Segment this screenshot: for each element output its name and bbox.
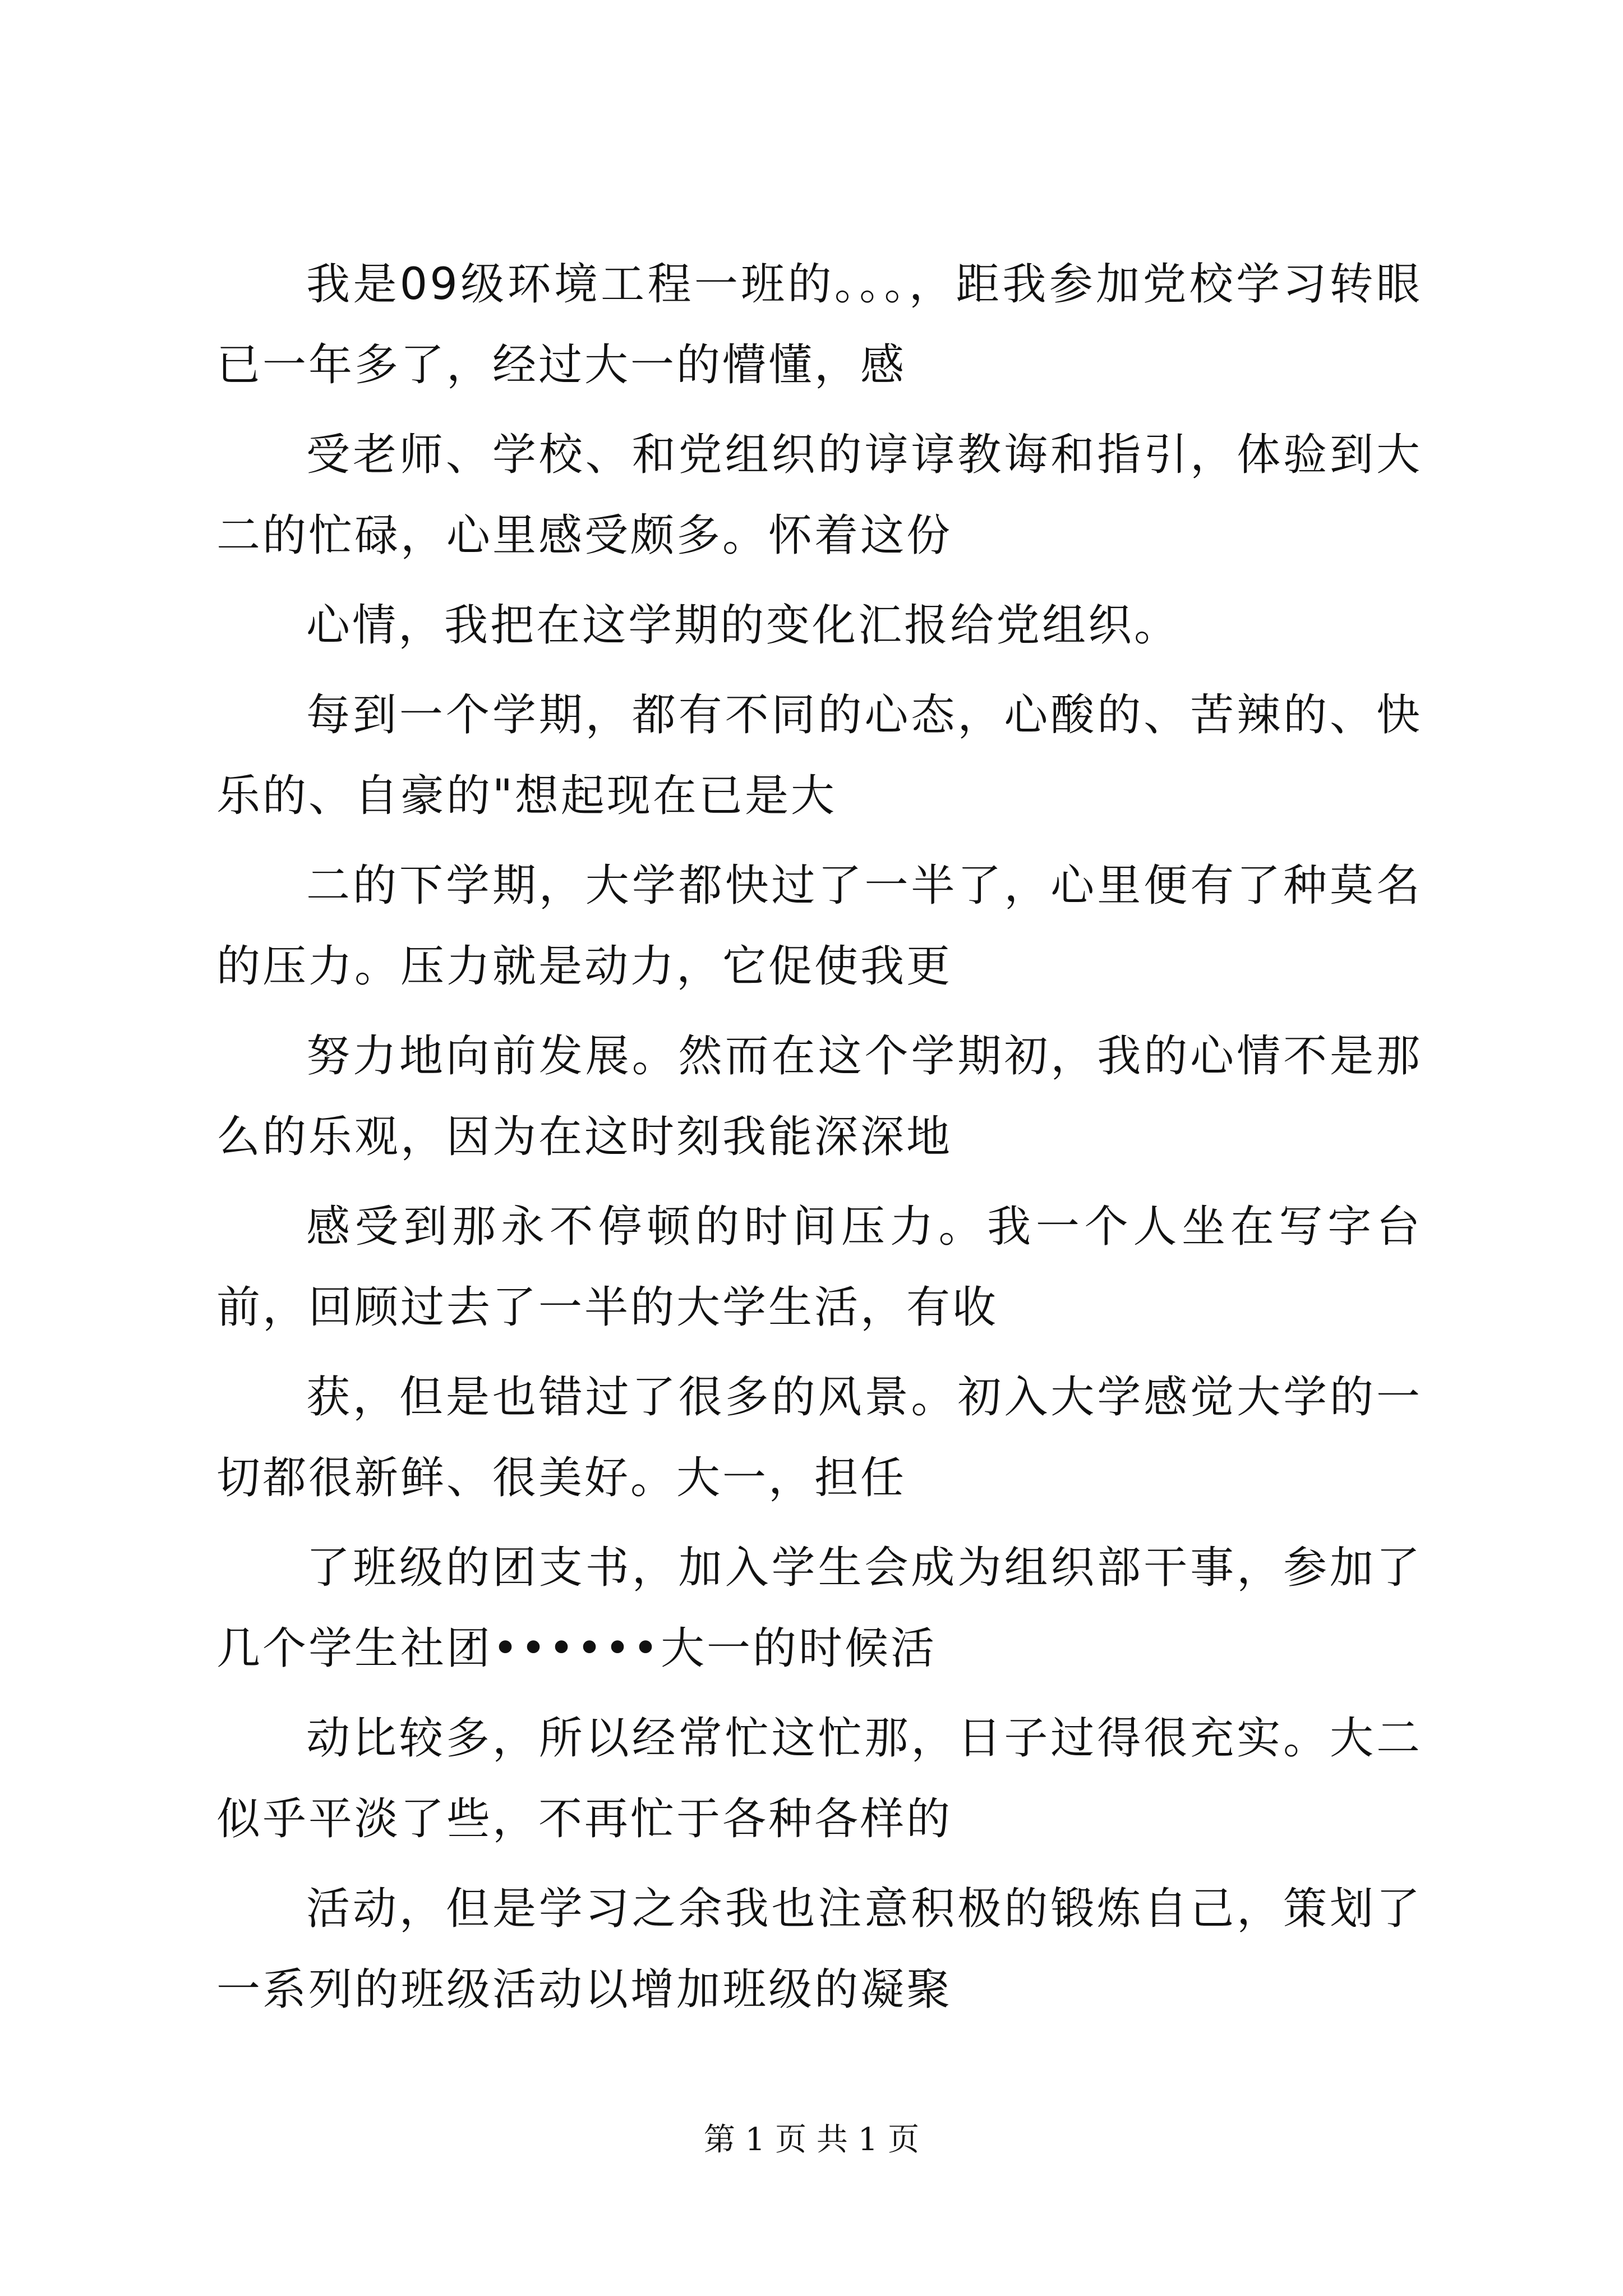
paragraph: 二的下学期，大学都快过了一半了，心里便有了种莫名的压力。压力就是动力，它促使我更 (216, 861, 1422, 992)
paragraph: 每到一个学期，都有不同的心态，心酸的、苦辣的、快乐的、自豪的"想起现在已是大 (216, 690, 1422, 821)
paragraph: 活动，但是学习之余我也注意积极的锻炼自己，策划了一系列的班级活动以增加班级的凝聚 (216, 1884, 1422, 2015)
document-body (216, 244, 1422, 2039)
paragraph: 获，但是也错过了很多的风景。初入大学感觉大学的一切都很新鲜、很美好。大一，担任 (216, 1372, 1422, 1503)
paragraph: 了班级的团支书，加入学生会成为组织部干事，参加了几个学生社团••••••大一的时候活 (216, 1543, 1422, 1674)
paragraph: 努力地向前发展。然而在这个学期初，我的心情不是那么的乐观，因为在这时刻我能深深地 (216, 1031, 1422, 1162)
paragraph: 我是09级环境工程一班的。。。，距我参加党校学习转眼已一年多了，经过大一的懵懂，感 (216, 259, 1422, 390)
page-number-footer: 第 1 页 共 1 页 (703, 2122, 920, 2158)
paragraph: 感受到那永不停顿的时间压力。我一个人坐在写字台前，回顾过去了一半的大学生活，有收 (216, 1202, 1422, 1333)
paragraph: 心情，我把在这学期的变化汇报给党组织。 (306, 600, 1181, 651)
paragraph: 动比较多，所以经常忙这忙那，日子过得很充实。大二似乎平淡了些，不再忙于各种各样的 (216, 1713, 1422, 1844)
paragraph: 受老师、学校、和党组织的谆谆教诲和指引，体验到大二的忙碌，心里感受颇多。怀着这份 (216, 430, 1422, 561)
